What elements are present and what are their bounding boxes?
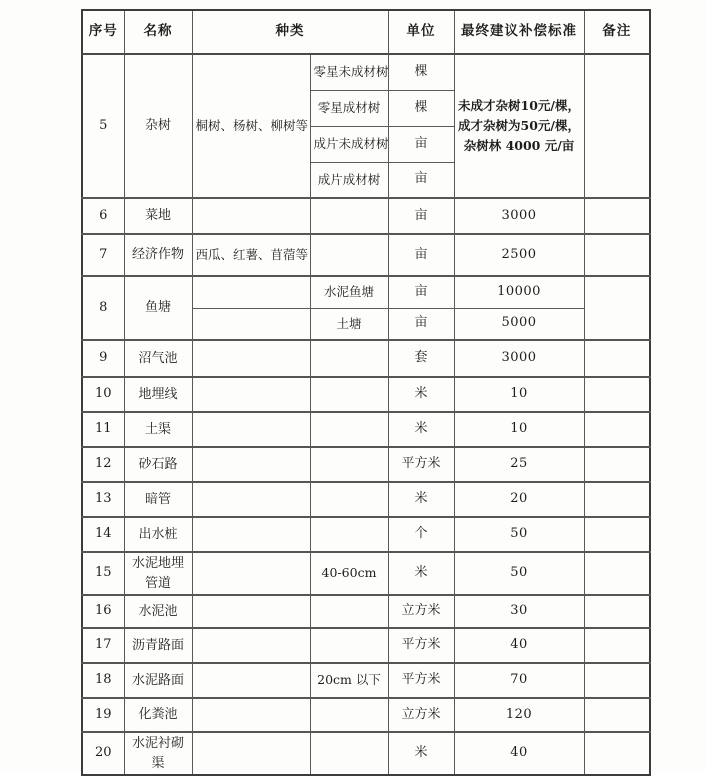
cell-unit: 立方米	[388, 595, 454, 628]
cell-type-sub	[310, 732, 388, 775]
cell-name: 沼气池	[124, 340, 192, 377]
cell-serial: 15	[82, 552, 124, 595]
cell-unit: 棵	[388, 90, 454, 126]
cell-type-species	[192, 276, 310, 308]
col-header-name: 名称	[124, 10, 192, 54]
cell-type-sub	[310, 340, 388, 377]
cell-name: 水泥路面	[124, 663, 192, 698]
cell-unit: 亩	[388, 198, 454, 234]
cell-name: 经济作物	[124, 234, 192, 276]
table-row-11	[82, 412, 650, 447]
cell-type-sub	[310, 412, 388, 447]
cell-remark	[584, 698, 650, 732]
cell-type-sub: 成片未成材树	[310, 126, 388, 162]
cell-remark	[584, 628, 650, 663]
cell-type-sub: 零星未成材树	[310, 54, 388, 90]
table-row-18	[82, 663, 650, 698]
cell-serial: 10	[82, 377, 124, 412]
cell-unit: 平方米	[388, 628, 454, 663]
cell-type-species	[192, 482, 310, 517]
cell-serial: 16	[82, 595, 124, 628]
cell-serial: 9	[82, 340, 124, 377]
compensation-table	[81, 9, 651, 776]
cell-remark	[584, 663, 650, 698]
cell-unit: 套	[388, 340, 454, 377]
cell-type-sub: 水泥鱼塘	[310, 276, 388, 308]
cell-type-species	[192, 412, 310, 447]
cell-name: 化粪池	[124, 698, 192, 732]
table-row-7	[82, 234, 650, 276]
cell-name: 砂石路	[124, 447, 192, 482]
cell-type-species	[192, 198, 310, 234]
standard-line-1: 未成才杂树10元/棵，	[458, 97, 580, 113]
cell-type-sub	[310, 377, 388, 412]
cell-type-species	[192, 595, 310, 628]
cell-serial: 17	[82, 628, 124, 663]
cell-serial: 13	[82, 482, 124, 517]
col-header-serial: 序号	[82, 10, 124, 54]
table-row-8	[82, 276, 650, 308]
table-row-13	[82, 482, 650, 517]
cell-standard: 10	[454, 412, 584, 447]
cell-type-sub: 20cm 以下	[310, 663, 388, 698]
cell-remark	[584, 377, 650, 412]
col-header-unit: 单位	[388, 10, 454, 54]
cell-standard: 5000	[454, 308, 584, 340]
cell-standard: 3000	[454, 198, 584, 234]
cell-standard: 2500	[454, 234, 584, 276]
cell-type-species	[192, 732, 310, 775]
cell-serial: 7	[82, 234, 124, 276]
cell-type-species	[192, 308, 310, 340]
table-row-10	[82, 377, 650, 412]
cell-serial: 11	[82, 412, 124, 447]
table-row-17	[82, 628, 650, 663]
cell-name: 地埋线	[124, 377, 192, 412]
cell-name: 出水桩	[124, 517, 192, 552]
cell-name: 菜地	[124, 198, 192, 234]
cell-remark	[584, 340, 650, 377]
cell-unit: 立方米	[388, 698, 454, 732]
cell-standard: 120	[454, 698, 584, 732]
cell-unit: 米	[388, 552, 454, 595]
cell-serial: 6	[82, 198, 124, 234]
cell-standard: 50	[454, 552, 584, 595]
cell-type-sub: 40-60cm	[310, 552, 388, 595]
cell-type-species: 西瓜、红薯、苜蓿等	[192, 234, 310, 276]
cell-serial: 18	[82, 663, 124, 698]
cell-type-sub	[310, 628, 388, 663]
cell-unit: 平方米	[388, 663, 454, 698]
cell-unit: 亩	[388, 276, 454, 308]
cell-serial: 20	[82, 732, 124, 775]
table-row-9	[82, 340, 650, 377]
table-row-19	[82, 698, 650, 732]
cell-standard: 70	[454, 663, 584, 698]
cell-type-sub	[310, 595, 388, 628]
cell-type-species	[192, 340, 310, 377]
cell-unit: 米	[388, 482, 454, 517]
cell-remark	[584, 732, 650, 775]
cell-type-sub	[310, 482, 388, 517]
cell-name: 土渠	[124, 412, 192, 447]
cell-standard: 3000	[454, 340, 584, 377]
cell-remark	[584, 54, 650, 198]
cell-type-sub: 土塘	[310, 308, 388, 340]
cell-unit: 棵	[388, 54, 454, 90]
cell-type-sub	[310, 234, 388, 276]
standard-line-2: 成才杂树为50元/棵，	[458, 117, 580, 133]
cell-remark	[584, 447, 650, 482]
cell-unit: 亩	[388, 162, 454, 198]
cell-type-species	[192, 447, 310, 482]
standard-line-3: 杂树林 4000 元/亩	[463, 138, 575, 154]
cell-type-species	[192, 663, 310, 698]
cell-standard: 10	[454, 377, 584, 412]
cell-name: 暗管	[124, 482, 192, 517]
cell-type-species	[192, 377, 310, 412]
cell-type-sub: 成片成材树	[310, 162, 388, 198]
cell-serial: 19	[82, 698, 124, 732]
table-row-12	[82, 447, 650, 482]
cell-remark	[584, 276, 650, 340]
table-row-6	[82, 198, 650, 234]
cell-remark	[584, 517, 650, 552]
cell-unit: 亩	[388, 234, 454, 276]
cell-serial: 8	[82, 276, 124, 340]
cell-type-sub	[310, 517, 388, 552]
cell-type-sub	[310, 447, 388, 482]
cell-remark	[584, 412, 650, 447]
table-row-15	[82, 552, 650, 595]
cell-name: 水泥地埋管道	[124, 552, 192, 595]
cell-unit: 米	[388, 412, 454, 447]
cell-serial: 14	[82, 517, 124, 552]
cell-standard: 50	[454, 517, 584, 552]
cell-name: 杂树	[124, 54, 192, 198]
cell-type-species	[192, 517, 310, 552]
cell-type-species: 桐树、杨树、柳树等	[192, 54, 310, 198]
cell-unit: 个	[388, 517, 454, 552]
col-header-remark: 备注	[584, 10, 650, 54]
cell-unit: 米	[388, 377, 454, 412]
table-row-14	[82, 517, 650, 552]
table-row-16	[82, 595, 650, 628]
cell-name: 水泥衬砌渠	[124, 732, 192, 775]
cell-standard: 40	[454, 628, 584, 663]
cell-standard: 40	[454, 732, 584, 775]
table-row-20	[82, 732, 650, 775]
cell-standard: 30	[454, 595, 584, 628]
cell-remark	[584, 198, 650, 234]
cell-serial: 5	[82, 54, 124, 198]
cell-standard: 10000	[454, 276, 584, 308]
cell-name: 沥青路面	[124, 628, 192, 663]
col-header-type: 种类	[192, 10, 388, 54]
cell-remark	[584, 234, 650, 276]
cell-name: 水泥池	[124, 595, 192, 628]
cell-standard	[454, 54, 584, 198]
table-header-row	[82, 10, 650, 54]
cell-type-species	[192, 552, 310, 595]
cell-unit: 平方米	[388, 447, 454, 482]
cell-type-sub	[310, 198, 388, 234]
cell-name: 鱼塘	[124, 276, 192, 340]
cell-type-species	[192, 628, 310, 663]
cell-remark	[584, 595, 650, 628]
cell-standard: 25	[454, 447, 584, 482]
cell-unit: 亩	[388, 308, 454, 340]
table-row-5	[82, 54, 650, 90]
cell-unit: 米	[388, 732, 454, 775]
col-header-standard: 最终建议补偿标准	[454, 10, 584, 54]
cell-remark	[584, 552, 650, 595]
cell-type-sub	[310, 698, 388, 732]
cell-standard: 20	[454, 482, 584, 517]
cell-unit: 亩	[388, 126, 454, 162]
cell-serial: 12	[82, 447, 124, 482]
cell-type-sub: 零星成材树	[310, 90, 388, 126]
cell-remark	[584, 482, 650, 517]
cell-type-species	[192, 698, 310, 732]
